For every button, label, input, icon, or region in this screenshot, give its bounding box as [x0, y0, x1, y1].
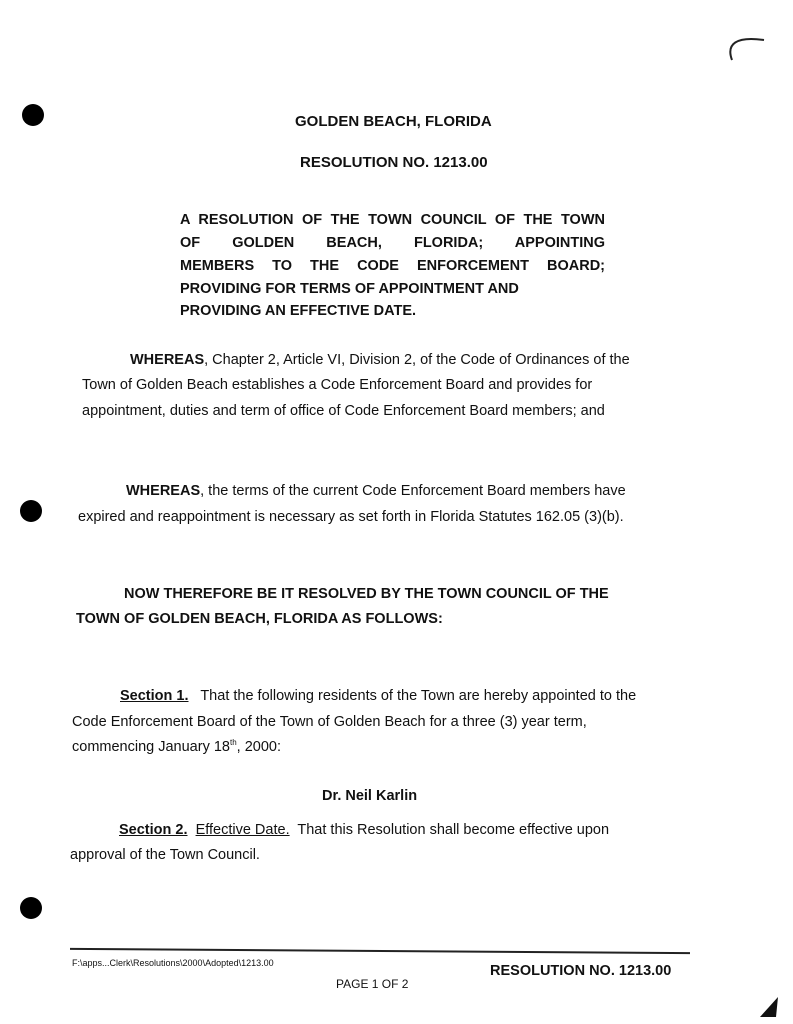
- text-line: Code Enforcement Board of the Town of Golden Beach for a three (3) year term,: [72, 714, 587, 730]
- punch-hole: [22, 104, 44, 126]
- title-line: OF GOLDEN BEACH, FLORIDA; APPOINTING: [180, 235, 605, 251]
- text-line: , Chapter 2, Article VI, Division 2, of the Code of Ordinances of the: [204, 352, 630, 368]
- section-heading: Section 1.: [120, 688, 189, 704]
- resolution-heading: RESOLUTION NO. 1213.00: [300, 154, 488, 171]
- footer-file-path: F:\apps...Clerk\Resolutions\2000\Adopted\1213.00: [72, 958, 274, 968]
- page-number: PAGE 1 OF 2: [336, 977, 409, 991]
- text-line: , the terms of the current Code Enforcement Board members have: [200, 483, 626, 499]
- text-line: That this Resolution shall become effective upon: [297, 822, 610, 838]
- appointee-name: Dr. Neil Karlin: [322, 788, 418, 804]
- text-line: TOWN OF GOLDEN BEACH, FLORIDA AS FOLLOWS:: [76, 611, 443, 627]
- title-line: MEMBERS TO THE CODE ENFORCEMENT BOARD;: [180, 258, 605, 274]
- footer-rule: [70, 948, 690, 954]
- scan-corner-icon: [758, 995, 784, 1019]
- title-line: A RESOLUTION OF THE TOWN COUNCIL OF THE TOWN: [180, 212, 605, 228]
- text-part: , 2000:: [236, 738, 281, 755]
- town-heading: GOLDEN BEACH, FLORIDA: [295, 113, 492, 130]
- punch-hole: [20, 897, 42, 919]
- text-line: Town of Golden Beach establishes a Code Enforcement Board and provides for: [82, 377, 593, 393]
- title-line: PROVIDING AN EFFECTIVE DATE.: [180, 303, 417, 319]
- footer-resolution: RESOLUTION NO. 1213.00: [490, 963, 672, 979]
- section-heading: Section 2.: [119, 822, 188, 838]
- text-line: NOW THEREFORE BE IT RESOLVED BY THE TOWN COUNCIL OF THE: [124, 586, 609, 602]
- title-line: PROVIDING FOR TERMS OF APPOINTMENT AND: [180, 281, 519, 297]
- text-line: That the following residents of the Town are hereby appointed to the: [200, 688, 637, 704]
- text-line: expired and reappointment is necessary as set forth in Florida Statutes 162.05 (3)(b).: [78, 509, 624, 525]
- text-line: approval of the Town Council.: [70, 847, 260, 863]
- section-subheading: Effective Date.: [195, 822, 290, 838]
- scan-mark-icon: [722, 30, 772, 66]
- punch-hole: [20, 500, 42, 522]
- text-part: commencing January 18: [72, 738, 230, 755]
- whereas-lead: WHEREAS: [130, 352, 205, 368]
- superscript: th: [229, 738, 237, 747]
- text-line: appointment, duties and term of office of Code Enforcement Board members; and: [82, 403, 605, 419]
- text-line: [72, 738, 281, 755]
- whereas-lead: WHEREAS: [126, 483, 201, 499]
